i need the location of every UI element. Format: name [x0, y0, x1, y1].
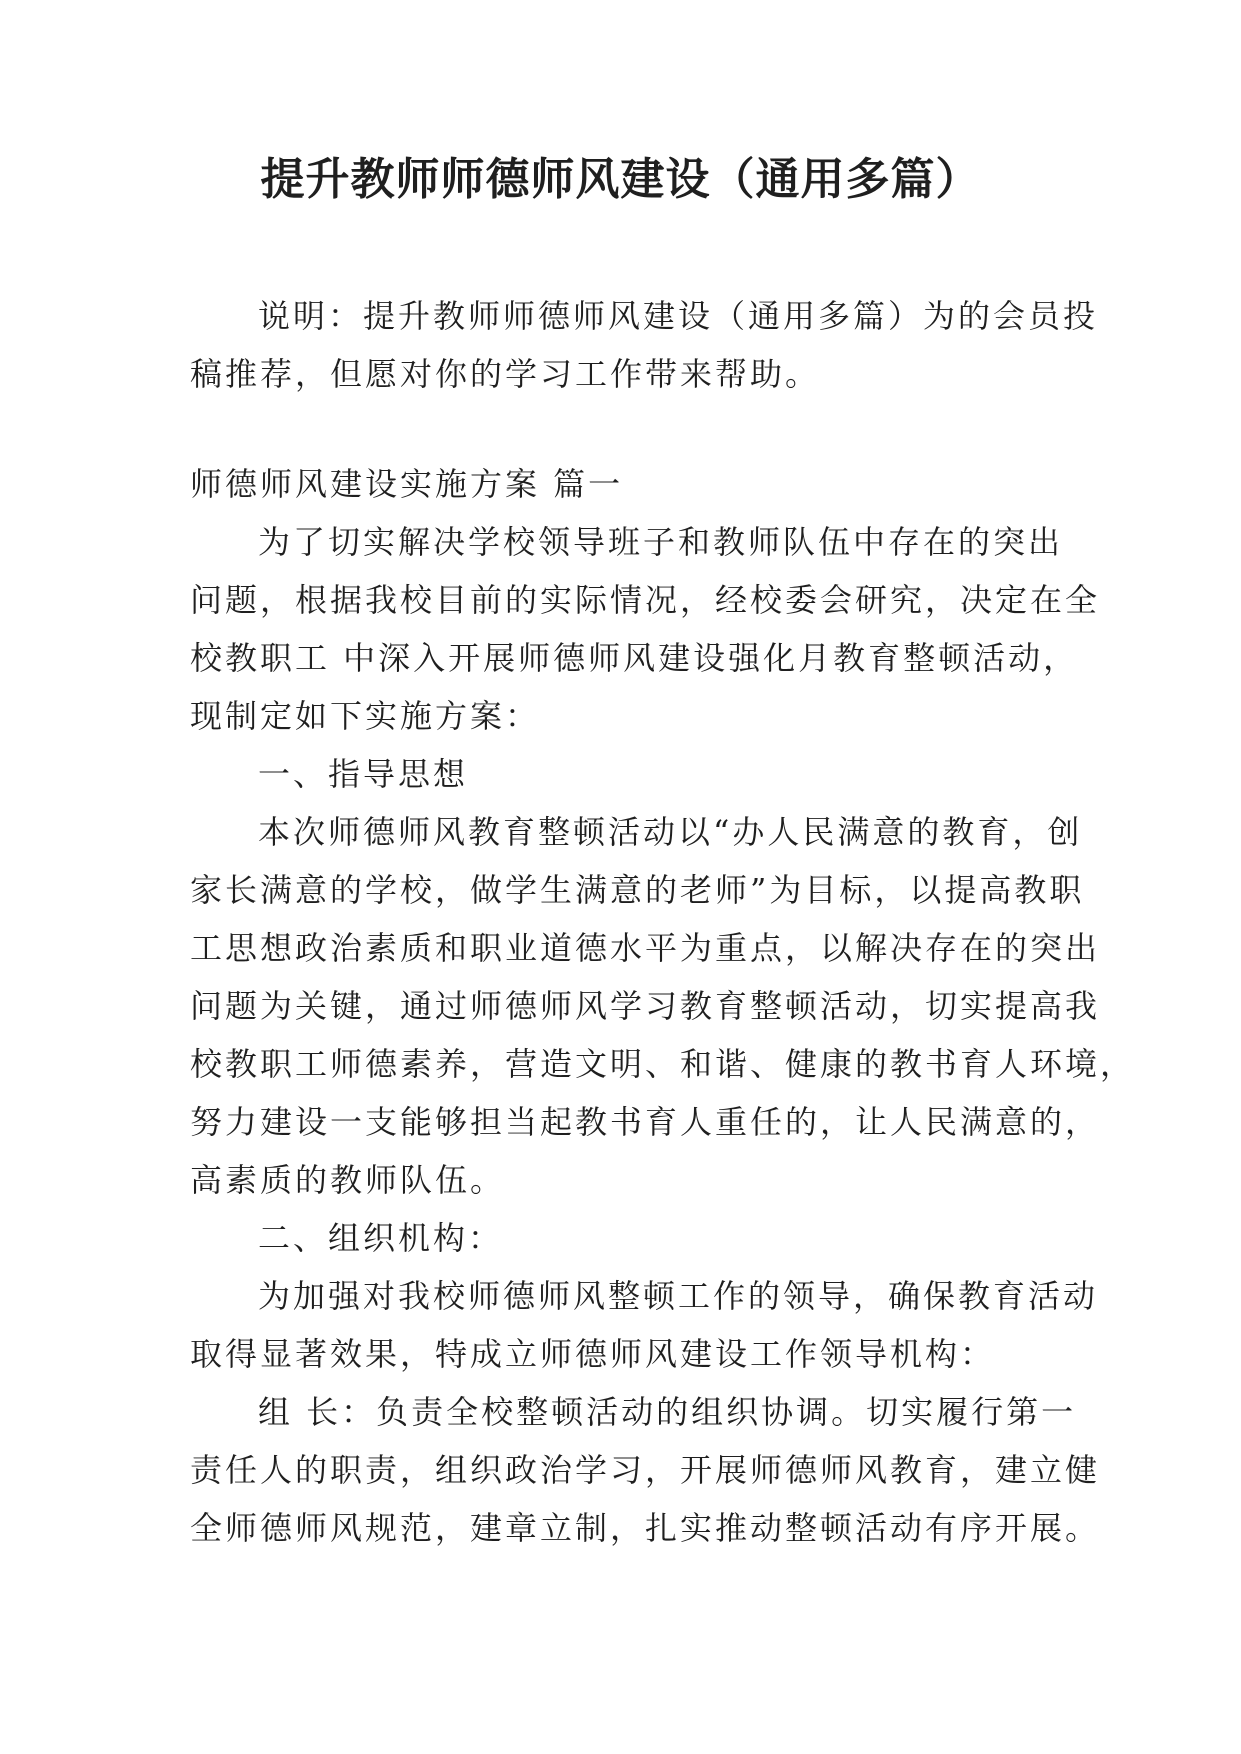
paragraph-line: 现制定如下实施方案：	[190, 697, 541, 735]
section-heading: 师德师风建设实施方案 篇一	[190, 465, 624, 503]
paragraph-line: 高素质的教师队伍。	[190, 1161, 506, 1199]
document-title: 提升教师师德师风建设（通用多篇）	[260, 154, 981, 205]
paragraph-line: 努力建设一支能够担当起教书育人重任的，让人民满意的，	[190, 1103, 1101, 1141]
paragraph-line: 为了切实解决学校领导班子和教师队伍中存在的突出	[258, 523, 1064, 561]
paragraph-line: 校教职工师德素养，营造文明、和谐、健康的教书育人环境，	[190, 1045, 1136, 1083]
paragraph-line: 为加强对我校师德师风整顿工作的领导，确保教育活动	[258, 1277, 1099, 1315]
intro-line: 稿推荐，但愿对你的学习工作带来帮助。	[190, 355, 821, 393]
paragraph-line: 问题，根据我校目前的实际情况，经校委会研究，决定在全	[190, 581, 1101, 619]
paragraph-line: 取得显著效果，特成立师德师风建设工作领导机构：	[190, 1335, 996, 1373]
intro-paragraph	[190, 287, 1099, 403]
subheading: 一、指导思想	[258, 755, 469, 793]
paragraph-line: 问题为关键，通过师德师风学习教育整顿活动，切实提高我	[190, 987, 1101, 1025]
paragraph-line: 全师德师风规范，建章立制，扎实推动整顿活动有序开展。	[190, 1509, 1101, 1547]
document-body	[190, 455, 1136, 1557]
intro-line: 说明：提升教师师德师风建设（通用多篇）为的会员投	[258, 297, 1099, 335]
paragraph-line: 组 长：负责全校整顿活动的组织协调。切实履行第一	[258, 1393, 1077, 1431]
paragraph-line: 本次师德师风教育整顿活动以“办人民满意的教育，创	[258, 813, 1083, 851]
paragraph-line: 家长满意的学校，做学生满意的老师”为目标，以提高教职	[190, 871, 1085, 909]
paragraph-line: 校教职工 中深入开展师德师风建设强化月教育整顿活动，	[190, 639, 1079, 677]
paragraph-line: 责任人的职责，组织政治学习，开展师德师风教育，建立健	[190, 1451, 1101, 1489]
subheading: 二、组织机构：	[258, 1219, 504, 1257]
paragraph-line: 工思想政治素质和职业道德水平为重点，以解决存在的突出	[190, 929, 1101, 967]
